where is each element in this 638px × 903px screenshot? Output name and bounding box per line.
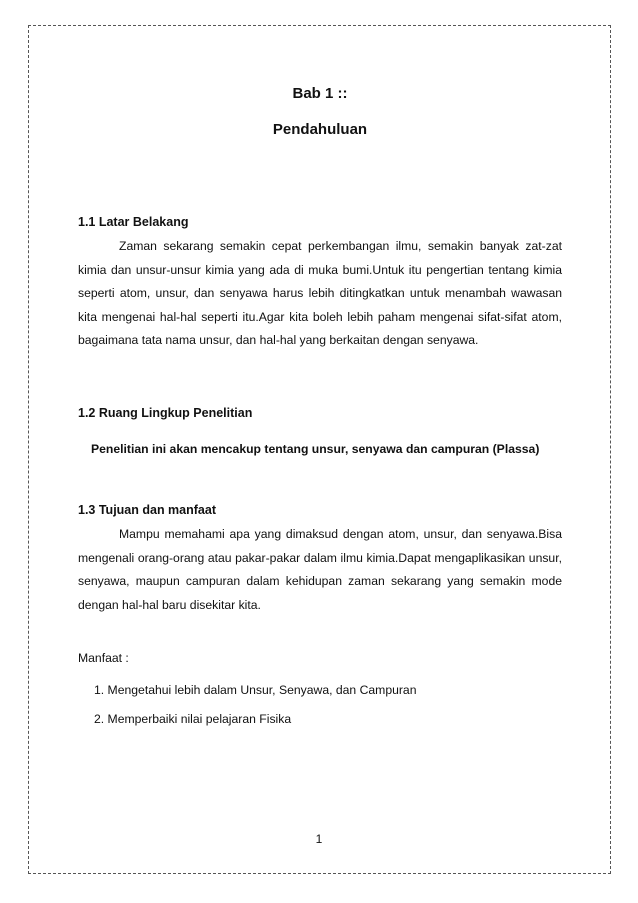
page-number: 1 <box>315 832 323 846</box>
chapter-number: Bab 1 :: <box>292 85 348 102</box>
benefits-label: Manfaat : <box>78 651 129 665</box>
chapter-title: Pendahuluan <box>272 121 368 138</box>
objectives-paragraph: Mampu memahami apa yang dimaksud dengan atom, unsur, dan senyawa.Bisa mengenali orang-orang atau pakar-pakar dalam ilmu kimia.Dapat mengaplikasikan unsur, senyawa, maupun campuran dalam kehidupan zaman sekarang yang semakin mode dengan hal-hal baru disekitar kita. <box>78 527 562 612</box>
list-item: 1. Mengetahui lebih dalam Unsur, Senyawa, dan Campuran <box>94 683 417 697</box>
scope-statement: Penelitian ini akan mencakup tentang unsur, senyawa dan campuran (Plassa) <box>91 442 540 456</box>
background-paragraph: Zaman sekarang semakin cepat perkembangan ilmu, semakin banyak zat-zat kimia dan unsur-unsur kimia yang ada di muka bumi.Untuk itu pengertian tentang kimia seperti atom, unsur, dan senyawa harus lebih ditingkatkan untuk menambah wawasan kita mengenai hal-hal seperti itu.Agar kita boleh lebih paham mengenai sifat-sifat atom, bagaimana tata nama unsur, dan hal-hal yang berkaitan dengan senyawa. <box>78 239 562 348</box>
section-heading-latar-belakang: 1.1 Latar Belakang <box>78 215 189 229</box>
section-heading-tujuan: 1.3 Tujuan dan manfaat <box>78 503 216 517</box>
section-heading-ruang-lingkup: 1.2 Ruang Lingkup Penelitian <box>78 406 253 420</box>
list-item: 2. Memperbaiki nilai pelajaran Fisika <box>94 712 292 726</box>
